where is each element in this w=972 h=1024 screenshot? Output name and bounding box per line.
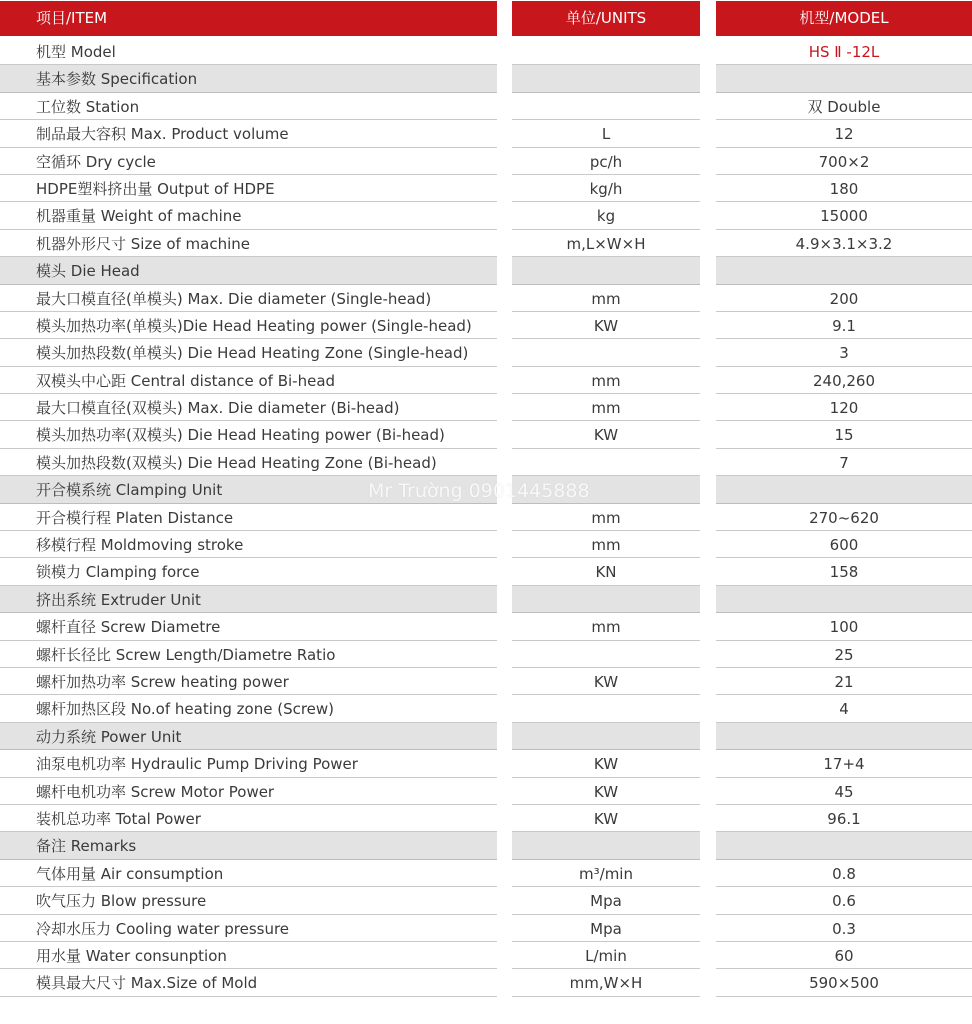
unit-cell: mm [512,504,700,531]
header-units: 单位/UNITS [512,1,700,36]
table-row [0,805,972,832]
item-cell: HDPE塑料挤出量 Output of HDPE [0,175,497,202]
unit-cell: KW [512,778,700,805]
item-cell: 冷却水压力 Cooling water pressure [0,915,497,942]
value-cell: 15 [716,421,972,448]
unit-cell: mm,W×H [512,969,700,996]
table-header [0,0,972,38]
item-cell: 螺杆加热功率 Screw heating power [0,668,497,695]
section-title: 挤出系统 Extruder Unit [0,586,497,613]
unit-cell: mm [512,613,700,640]
section-row [0,723,972,750]
item-cell: 开合模行程 Platen Distance [0,504,497,531]
table-row [0,148,972,175]
value-cell: 25 [716,641,972,668]
table-row [0,915,972,942]
value-cell: 21 [716,668,972,695]
value-cell [716,723,972,750]
unit-cell [512,449,700,476]
section-row [0,832,972,859]
table-row [0,394,972,421]
section-title: 备注 Remarks [0,832,497,859]
unit-cell: L/min [512,942,700,969]
item-cell: 模头加热功率(单模头)Die Head Heating power (Single-head) [0,312,497,339]
item-cell: 机器外形尺寸 Size of machine [0,230,497,257]
value-cell: 17+4 [716,750,972,777]
table-row [0,668,972,695]
section-title: 动力系统 Power Unit [0,723,497,750]
value-cell [716,832,972,859]
value-cell: 9.1 [716,312,972,339]
item-cell: 移模行程 Moldmoving stroke [0,531,497,558]
item-cell: 最大口模直径(单模头) Max. Die diameter (Single-head) [0,285,497,312]
value-cell: 180 [716,175,972,202]
unit-cell: mm [512,367,700,394]
item-cell: 工位数 Station [0,93,497,120]
value-cell: 700×2 [716,148,972,175]
value-cell: 12 [716,120,972,147]
unit-cell: m³/min [512,860,700,887]
model-value: HS Ⅱ -12L [716,38,972,65]
unit-cell: KW [512,750,700,777]
table-row [0,202,972,229]
unit-cell: L [512,120,700,147]
item-cell: 吹气压力 Blow pressure [0,887,497,914]
item-cell: 机型 Model [0,38,497,65]
unit-cell: KN [512,558,700,585]
item-cell: 模头加热段数(单模头) Die Head Heating Zone (Single-head) [0,339,497,366]
unit-cell [512,723,700,750]
item-cell: 螺杆长径比 Screw Length/Diametre Ratio [0,641,497,668]
unit-cell: m,L×W×H [512,230,700,257]
table-row [0,504,972,531]
unit-cell [512,38,700,65]
table-row [0,449,972,476]
value-cell [716,257,972,284]
unit-cell: KW [512,421,700,448]
value-cell: 60 [716,942,972,969]
section-row [0,586,972,613]
value-cell: 双 Double [716,93,972,120]
section-row [0,476,972,503]
item-cell: 螺杆直径 Screw Diametre [0,613,497,640]
section-title: 模头 Die Head [0,257,497,284]
value-cell [716,65,972,92]
table-row [0,421,972,448]
item-cell: 螺杆加热区段 No.of heating zone (Screw) [0,695,497,722]
unit-cell: kg [512,202,700,229]
item-cell: 机器重量 Weight of machine [0,202,497,229]
table-row [0,695,972,722]
unit-cell [512,695,700,722]
item-cell: 锁模力 Clamping force [0,558,497,585]
table-row [0,230,972,257]
item-cell: 装机总功率 Total Power [0,805,497,832]
item-cell: 螺杆电机功率 Screw Motor Power [0,778,497,805]
value-cell: 15000 [716,202,972,229]
section-title: 开合模系统 Clamping Unit [0,476,497,503]
table-row [0,641,972,668]
value-cell: 0.6 [716,887,972,914]
unit-cell [512,93,700,120]
section-row [0,257,972,284]
unit-cell [512,586,700,613]
value-cell: 0.3 [716,915,972,942]
unit-cell: KW [512,312,700,339]
item-cell: 模头加热段数(双模头) Die Head Heating Zone (Bi-head) [0,449,497,476]
value-cell: 240,260 [716,367,972,394]
table-row [0,942,972,969]
item-cell: 模具最大尺寸 Max.Size of Mold [0,969,497,996]
table-row [0,175,972,202]
item-cell: 制品最大容积 Max. Product volume [0,120,497,147]
unit-cell [512,476,700,503]
unit-cell: pc/h [512,148,700,175]
value-cell [716,586,972,613]
unit-cell: mm [512,285,700,312]
unit-cell: kg/h [512,175,700,202]
item-cell: 模头加热功率(双模头) Die Head Heating power (Bi-head) [0,421,497,448]
value-cell: 270~620 [716,504,972,531]
value-cell: 100 [716,613,972,640]
unit-cell: Mpa [512,915,700,942]
unit-cell [512,641,700,668]
value-cell: 4 [716,695,972,722]
unit-cell [512,65,700,92]
table-row [0,38,972,65]
table-row [0,339,972,366]
item-cell: 双模头中心距 Central distance of Bi-head [0,367,497,394]
watermark: Mr Trường 0901445888 [368,480,590,502]
item-cell: 油泵电机功率 Hydraulic Pump Driving Power [0,750,497,777]
table-row [0,558,972,585]
table-row [0,778,972,805]
value-cell: 96.1 [716,805,972,832]
section-row [0,65,972,92]
table-row [0,750,972,777]
table-row [0,860,972,887]
value-cell: 0.8 [716,860,972,887]
item-cell: 用水量 Water consunption [0,942,497,969]
header-item: 项目/ITEM [0,1,497,36]
table-row [0,312,972,339]
table-row [0,531,972,558]
value-cell: 7 [716,449,972,476]
value-cell [716,476,972,503]
value-cell: 158 [716,558,972,585]
value-cell: 600 [716,531,972,558]
unit-cell: mm [512,531,700,558]
value-cell: 4.9×3.1×3.2 [716,230,972,257]
unit-cell: mm [512,394,700,421]
table-row [0,285,972,312]
unit-cell [512,832,700,859]
value-cell: 120 [716,394,972,421]
table-row [0,93,972,120]
value-cell: 590×500 [716,969,972,996]
value-cell: 200 [716,285,972,312]
table-row [0,887,972,914]
table-row [0,613,972,640]
value-cell: 45 [716,778,972,805]
item-cell: 最大口模直径(双模头) Max. Die diameter (Bi-head) [0,394,497,421]
section-title: 基本参数 Specification [0,65,497,92]
table-row [0,969,972,996]
value-cell: 3 [716,339,972,366]
header-model: 机型/MODEL [716,1,972,36]
unit-cell: KW [512,805,700,832]
table-row [0,367,972,394]
item-cell: 气体用量 Air consumption [0,860,497,887]
unit-cell [512,339,700,366]
table-row [0,120,972,147]
unit-cell [512,257,700,284]
table-body [0,38,972,997]
unit-cell: Mpa [512,887,700,914]
unit-cell: KW [512,668,700,695]
item-cell: 空循环 Dry cycle [0,148,497,175]
